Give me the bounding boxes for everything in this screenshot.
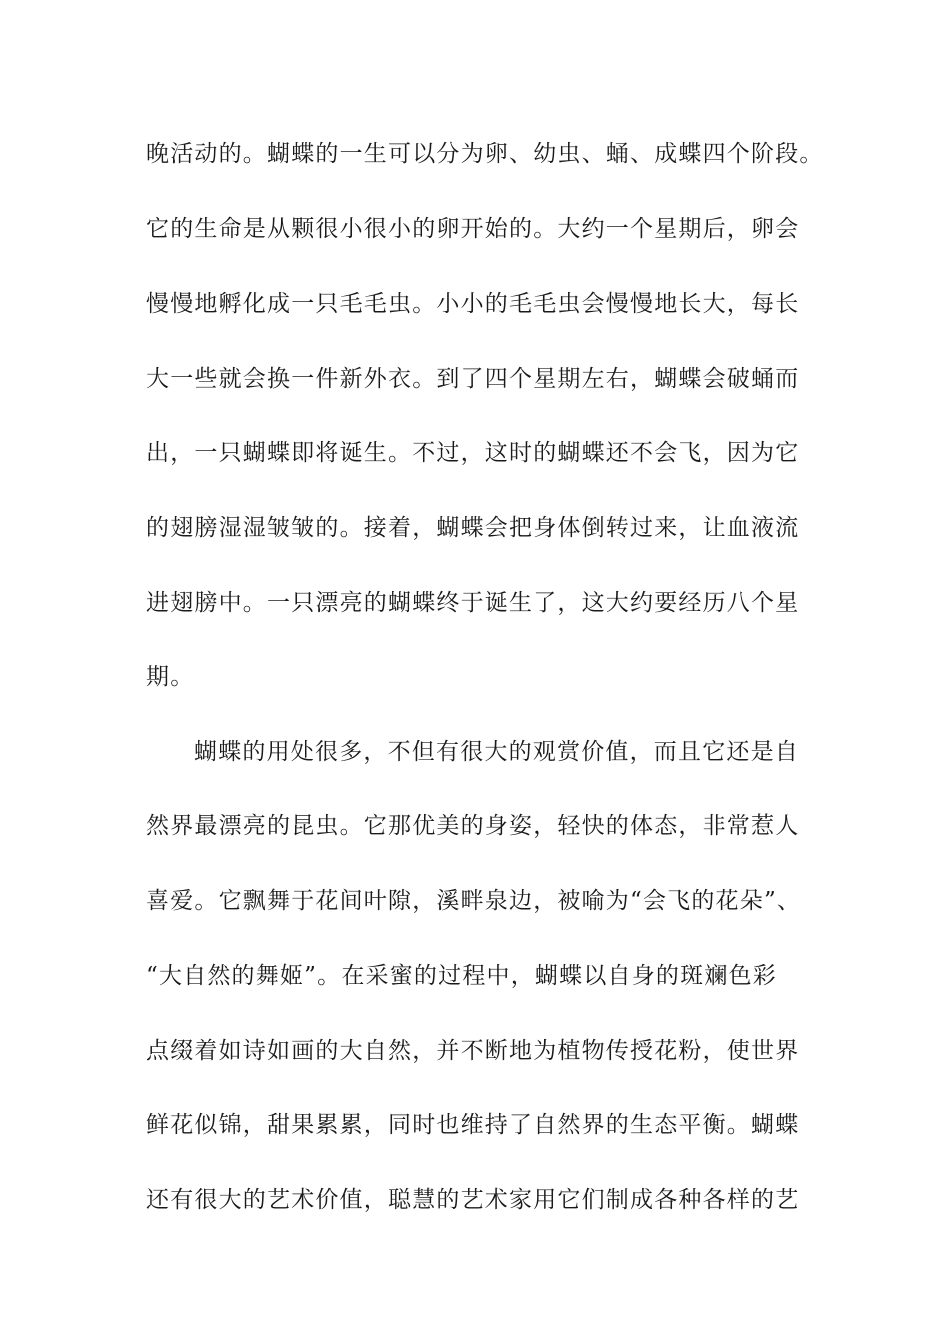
text-line: 期。 [146,664,195,690]
text-line: 出，一只蝴蝶即将诞生。不过，这时的蝴蝶还不会飞，因为它 [146,440,800,466]
text-line: “大自然的舞姬”。在采蜜的过程中，蝴蝶以自身的斑斓色彩 [146,963,777,989]
paragraph-first-line: 蝴蝶的用处很多，不但有很大的观赏价值，而且它还是自 [194,739,799,765]
text-line: 慢慢地孵化成一只毛毛虫。小小的毛毛虫会慢慢地长大，每长 [146,291,800,317]
text-line: 晚活动的。蝴蝶的一生可以分为卵、幼虫、蛹、成蝶四个阶段。 [146,141,824,167]
text-line: 点缀着如诗如画的大自然，并不断地为植物传授花粉，使世界 [146,1038,800,1064]
text-line: 进翅膀中。一只漂亮的蝴蝶终于诞生了，这大约要经历八个星 [146,590,800,616]
text-line: 然界最漂亮的昆虫。它那优美的身姿，轻快的体态，非常惹人 [146,813,800,839]
text-line: 喜爱。它飘舞于花间叶隙，溪畔泉边，被喻为“会飞的花朵”、 [146,888,802,914]
text-line: 鲜花似锦，甜果累累，同时也维持了自然界的生态平衡。蝴蝶 [146,1112,800,1138]
text-line: 大一些就会换一件新外衣。到了四个星期左右，蝴蝶会破蛹而 [146,366,800,392]
text-line: 的翅膀湿湿皱皱的。接着，蝴蝶会把身体倒转过来，让血液流 [146,515,800,541]
text-line: 还有很大的艺术价值，聪慧的艺术家用它们制成各种各样的艺 [146,1187,800,1213]
text-line: 它的生命是从颗很小很小的卵开始的。大约一个星期后，卵会 [146,216,800,242]
